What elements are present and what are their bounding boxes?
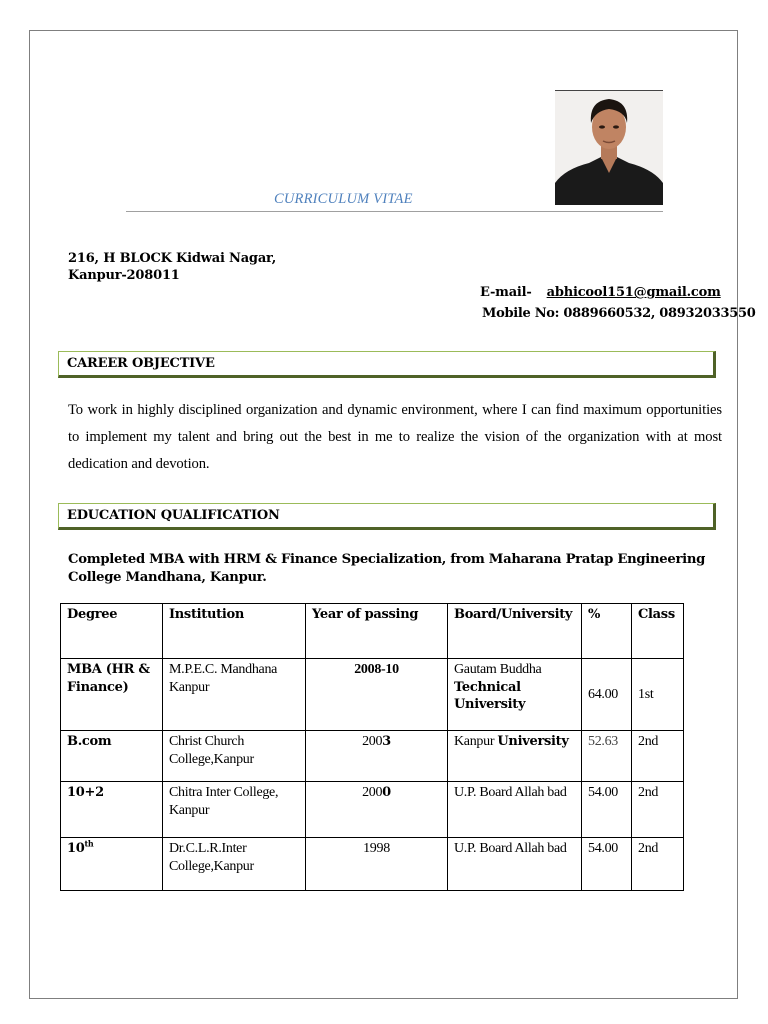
career-objective-text: To work in highly disciplined organization and dynamic environment, where I can find maximum opportunities to implement my talent and bring out the best in me to realize the vision of the organization with at most dedication and devotion. [68,402,722,472]
degree-cell: B.com [61,731,163,782]
cv-title: CURRICULUM VITAE [274,191,413,207]
board-cell: U.P. Board Allah bad [448,782,582,838]
profile-photo [555,90,663,205]
class-cell: 1st [632,659,684,731]
board-text-bold: Technical University [454,679,526,712]
education-table [60,603,684,891]
degree-cell: 10+2 [61,782,163,838]
table-row [61,782,684,838]
column-header: Class [632,604,684,659]
board-cell [448,659,582,731]
institution-cell: M.P.E.C. Mandhana Kanpur [163,659,306,731]
degree-text: 10 [67,841,85,856]
education-heading: EDUCATION QUALIFICATION [67,508,280,523]
email-link[interactable]: abhicool151@gmail.com [546,285,721,300]
degree-superscript: th [84,838,94,849]
year-cell [306,782,448,838]
percent-cell: 64.00 [582,659,632,731]
percent-cell: 54.00 [582,782,632,838]
class-cell: 2nd [632,731,684,782]
table-row [61,659,684,731]
address [68,250,276,284]
percent-cell: 52.63 [582,731,632,782]
table-row [61,731,684,782]
degree-cell: MBA (HR & Finance) [61,659,163,731]
year-text: 200 [362,734,383,749]
column-header: Degree [61,604,163,659]
year-text-bold: 0 [382,785,391,800]
year-text-bold: 3 [382,734,391,749]
address-line-2: Kanpur-208011 [68,268,180,283]
contact-mobile: Mobile No: 0889660532, 08932033550 [482,306,756,321]
board-text-bold: University [497,734,569,749]
title-divider [126,211,663,212]
table-header-row [61,604,684,659]
table-row [61,838,684,891]
column-header: Institution [163,604,306,659]
address-line-1: 216, H BLOCK Kidwai Nagar, [68,251,277,266]
column-header: % [582,604,632,659]
career-objective-heading: CAREER OBJECTIVE [67,356,215,371]
contact-email [480,285,721,300]
degree-cell [61,838,163,891]
career-objective-heading-box [58,351,716,378]
email-label: E-mail- [480,285,532,300]
education-heading-box [58,503,716,530]
institution-cell: Christ Church College,Kanpur [163,731,306,782]
education-summary: Completed MBA with HRM & Finance Specialization, from Maharana Pratap Engineering College Mandhana, Kanpur. [68,552,706,585]
class-cell: 2nd [632,838,684,891]
year-text: 200 [362,785,383,800]
column-header: Year of passing [306,604,448,659]
year-cell: 2008-10 [306,659,448,731]
column-header: Board/University [448,604,582,659]
year-cell [306,731,448,782]
board-cell: U.P. Board Allah bad [448,838,582,891]
year-cell: 1998 [306,838,448,891]
institution-cell: Dr.C.L.R.Inter College,Kanpur [163,838,306,891]
board-text: Kanpur [454,734,495,749]
board-cell [448,731,582,782]
percent-cell: 54.00 [582,838,632,891]
institution-cell: Chitra Inter College, Kanpur [163,782,306,838]
board-text: Gautam Buddha [454,662,542,677]
class-cell: 2nd [632,782,684,838]
